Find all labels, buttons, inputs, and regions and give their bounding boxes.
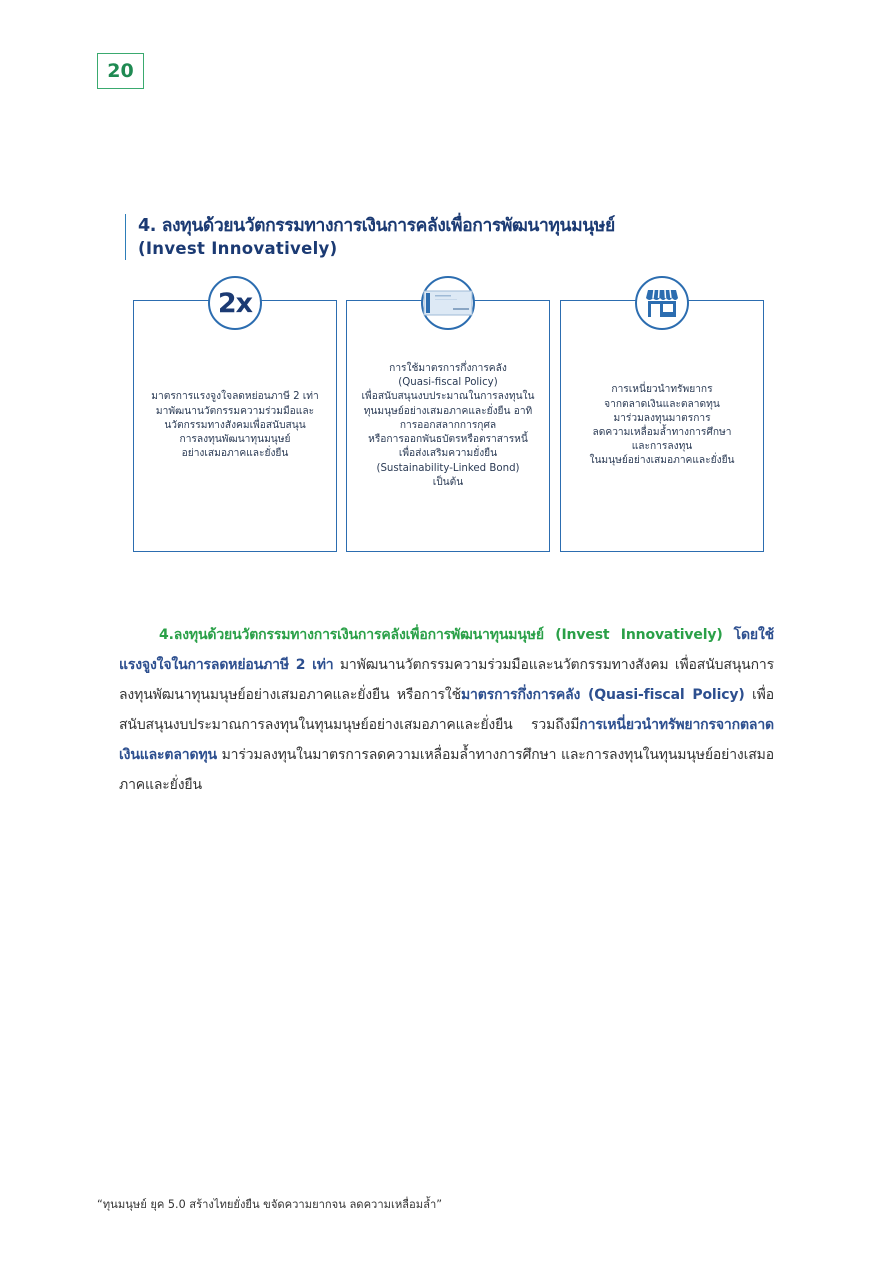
bond-certificate-icon: [421, 276, 475, 330]
card-line: และการลงทุน: [631, 441, 693, 453]
card-line: จากตลาดเงินและตลาดทุน: [604, 398, 720, 410]
card-line: หรือการออกพันธบัตรหรือตราสารหนี้: [368, 434, 528, 446]
card-text: [567, 301, 757, 551]
card-line: การลงทุนพัฒนาทุนมนุษย์: [179, 434, 291, 446]
section-subtitle: (Invest Innovatively): [138, 239, 338, 258]
body-highlight-capital-market: การเหนี่ยวนำทรัพยากรจากตลาดเงินและตลาดทุน: [119, 717, 774, 763]
card-line: มาตรการแรงจูงใจลดหย่อนภาษี 2 เท่า: [151, 391, 319, 403]
card-line: ทุนมนุษย์อย่างเสมอภาคและยั่งยืน อาทิ: [363, 405, 533, 417]
card-line: ในมนุษย์อย่างเสมอภาคและยั่งยืน: [589, 455, 735, 467]
2x-icon: [208, 276, 262, 330]
body-lead-title: 4.ลงทุนด้วยนวัตกรรมทางการเงินการคลังเพื่อการพัฒนาทุนมนุษย์ (Invest Innovatively): [159, 627, 723, 643]
body-text-segment: มาร่วมลงทุนในมาตรการลดความเหลื่อมล้ำทางการศึกษา และการลงทุนในทุนมนุษย์อย่างเสมอภาคและยั่งยืน: [119, 747, 774, 793]
card-line: เพื่อส่งเสริมความยั่งยืน: [398, 448, 498, 460]
card-line: มาพัฒนานวัตกรรมความร่วมมือและ: [155, 405, 315, 417]
section-heading: [125, 214, 778, 260]
card-line: การเหนี่ยวนำทรัพยากร: [611, 384, 713, 396]
badge-text: 2x: [217, 287, 253, 319]
body-highlight-tax: โดยใช้แรงจูงใจในการลดหย่อนภาษี 2 เท่า: [119, 627, 774, 673]
card-line: นวัตกรรมทางสังคมเพื่อสนับสนุน: [164, 419, 306, 431]
card-text: [140, 301, 330, 551]
section-title: 4. ลงทุนด้วยนวัตกรรมทางการเงินการคลังเพื่อการพัฒนาทุนมนุษย์: [138, 216, 615, 236]
card-line: การใช้มาตรการกึ่งการคลัง: [389, 363, 507, 375]
bond-certificate-graphic: [423, 290, 473, 316]
card-tax-incentive: [133, 300, 337, 552]
footer-quote: “ทุนมนุษย์ ยุค 5.0 สร้างไทยยั่งยืน ขจัดความยากจน ลดความเหลื่อมล้ำ”: [97, 1198, 443, 1211]
card-line: การออกสลากการกุศล: [399, 419, 497, 431]
card-line: เป็นต้น: [432, 476, 464, 488]
card-line: ลดความเหลื่อมล้ำทางการศึกษา: [592, 427, 732, 438]
card-line: อย่างเสมอภาคและยั่งยืน: [181, 448, 289, 460]
card-quasi-fiscal: [346, 300, 550, 552]
market-stall-icon: [635, 276, 689, 330]
body-text-segment: มาพัฒนานวัตกรรมความร่วมมือและนวัตกรรมทางสังคม เพื่อสนับสนุนการลงทุนพัฒนาทุนมนุษย์อย่างเสมอภาคและยั่งยืน หรือการใช้: [119, 657, 774, 703]
card-line: (Sustainability-Linked Bond): [376, 462, 520, 474]
card-text: [353, 301, 543, 551]
card-line: มาร่วมลงทุนมาตรการ: [613, 412, 711, 424]
card-capital-market: [560, 300, 764, 552]
card-line: เพื่อสนับสนุนงบประมาณในการลงทุนใน: [361, 391, 535, 403]
market-stall-graphic: [645, 288, 679, 318]
page-number: 20: [97, 53, 144, 89]
body-paragraph: [119, 620, 774, 800]
body-text-segment: เพื่อสนับสนุนงบประมาณการลงทุนในทุนมนุษย์อย่างเสมอภาคและยั่งยืน รวมถึงมี: [119, 687, 774, 733]
card-line: (Quasi-fiscal Policy): [398, 377, 498, 389]
body-highlight-quasi-fiscal: มาตรการกึ่งการคลัง (Quasi-fiscal Policy): [460, 687, 745, 703]
